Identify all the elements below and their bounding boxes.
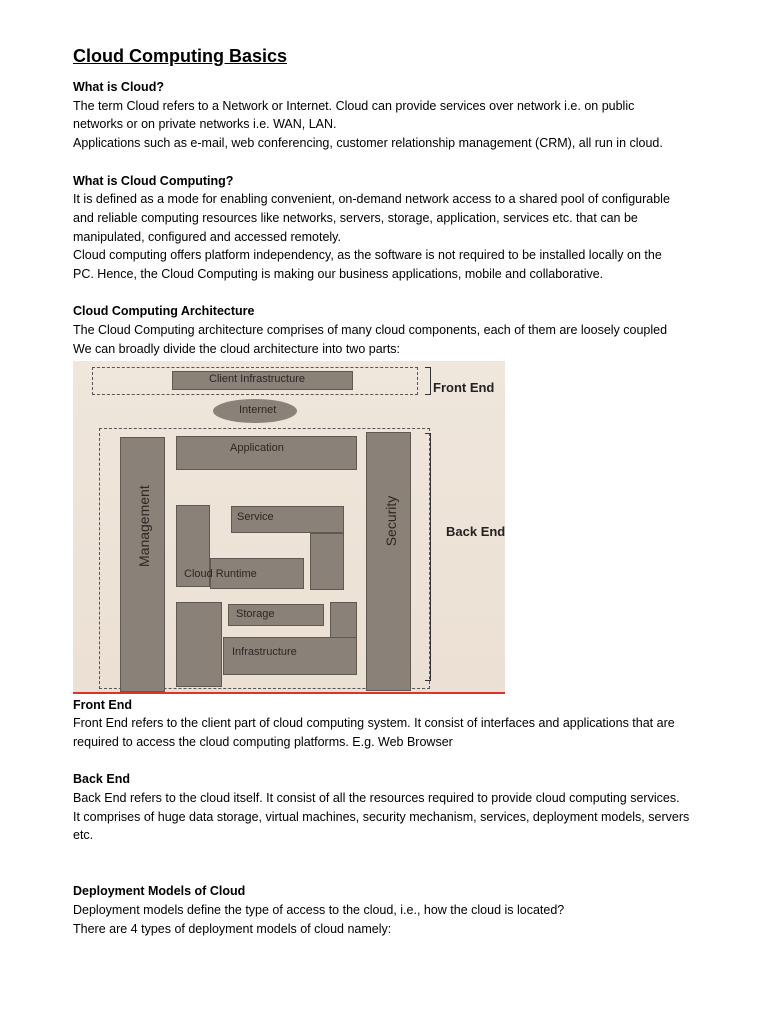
front-end-label: Front End <box>433 379 495 395</box>
paragraph-line: required to access the cloud computing platforms. E.g. Web Browser <box>73 734 453 749</box>
paragraph-line: Deployment models define the type of access to the cloud, i.e., how the cloud is located? <box>73 902 565 917</box>
paragraph-line: manipulated, configured and accessed remotely. <box>73 229 341 244</box>
infrastructure-left-box <box>176 602 222 687</box>
storage-label: Storage <box>236 607 275 620</box>
client-infrastructure-label: Client Infrastructure <box>209 372 305 385</box>
service-right-box <box>310 533 344 590</box>
paragraph-line: There are 4 types of deployment models of cloud namely: <box>73 921 392 936</box>
paragraph-line: The term Cloud refers to a Network or Internet. Cloud can provide services over network i.e. on public <box>73 98 635 113</box>
infrastructure-label: Infrastructure <box>232 645 297 658</box>
paragraph-line: We can broadly divide the cloud architecture into two parts: <box>73 341 401 356</box>
paragraph-line: Front End refers to the client part of cloud computing system. It consist of interfaces and applications that are <box>73 716 675 731</box>
service-label: Service <box>237 510 274 523</box>
paragraph-line: It is defined as a mode for enabling convenient, on-demand network access to a shared pool of configurable <box>73 192 670 207</box>
paragraph-line: The Cloud Computing architecture comprises of many cloud components, each of them are loosely coupled <box>73 323 668 338</box>
heading-back-end: Back End <box>73 772 130 787</box>
back-end-label: Back End <box>446 523 506 539</box>
document-page <box>73 44 723 938</box>
application-label: Application <box>230 441 284 454</box>
document-title: Cloud Computing Basics <box>73 46 288 66</box>
storage-right-box <box>330 602 357 638</box>
heading-front-end: Front End <box>73 697 133 712</box>
figure-red-underline <box>73 692 505 694</box>
paragraph-line: networks or on private networks i.e. WAN, LAN. <box>73 117 337 132</box>
paragraph-line: Back End refers to the cloud itself. It consist of all the resources required to provide cloud computing services. <box>73 791 680 806</box>
heading-what-is-cloud: What is Cloud? <box>73 80 164 94</box>
internet-label: Internet <box>239 403 277 416</box>
architecture-diagram <box>73 361 505 694</box>
heading-deployment-models: Deployment Models of Cloud <box>73 884 246 899</box>
paragraph-line: Cloud computing offers platform independency, as the software is not required to be installed locally on the <box>73 248 662 263</box>
paragraph-line: Applications such as e-mail, web conferencing, customer relationship management (CRM), all run in cloud. <box>73 136 663 151</box>
security-box <box>366 432 411 691</box>
heading-architecture: Cloud Computing Architecture <box>73 304 255 319</box>
heading-what-is-cloud-computing: What is Cloud Computing? <box>73 173 234 188</box>
security-label: Security <box>383 495 399 546</box>
management-label: Management <box>136 484 152 567</box>
paragraph-line: It comprises of huge data storage, virtual machines, security mechanism, services, deployment models, servers <box>73 809 690 824</box>
cloud-runtime-label: Cloud Runtime <box>184 567 257 580</box>
paragraph-line: etc. <box>73 828 94 843</box>
paragraph-line: and reliable computing resources like networks, servers, storage, application, services etc. that can be <box>73 210 638 225</box>
paragraph-line: PC. Hence, the Cloud Computing is making our business applications, mobile and collaborative. <box>73 267 604 282</box>
